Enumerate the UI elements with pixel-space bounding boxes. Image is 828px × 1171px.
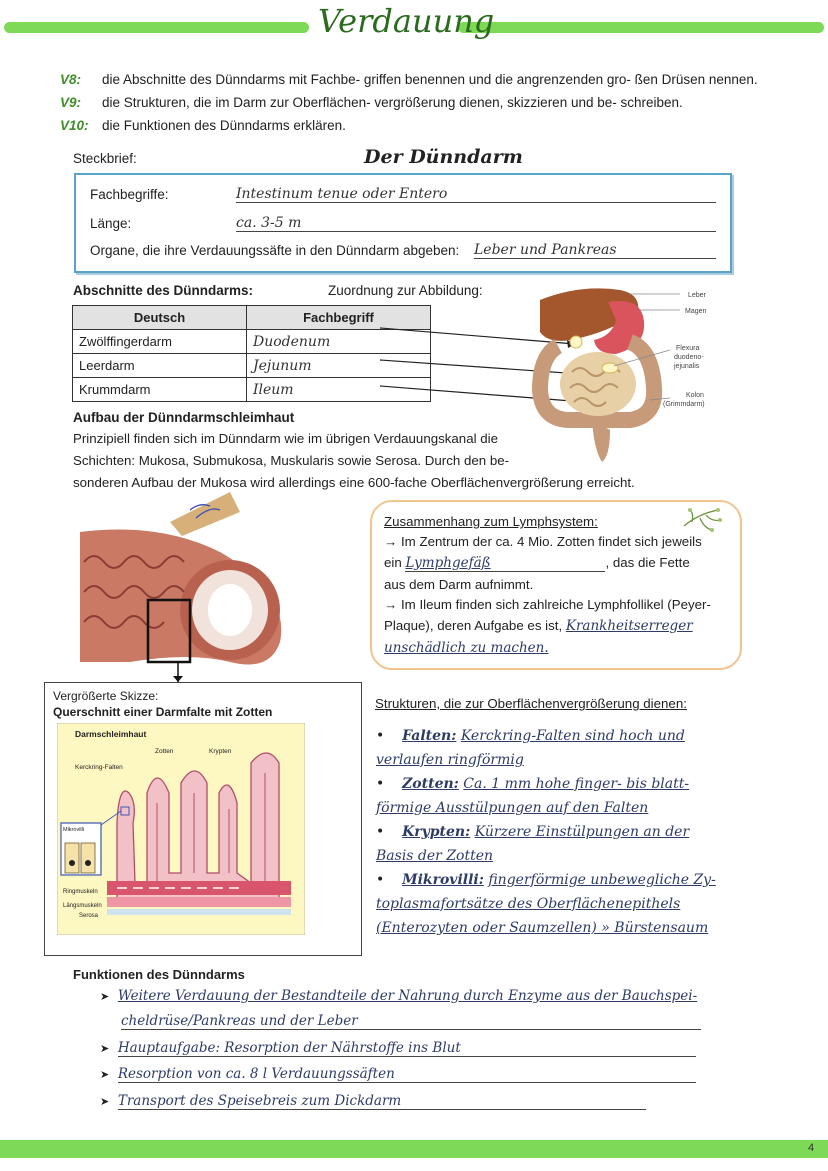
funktion-text: Weitere Verdauung der Bestandteile der Nahrung durch Enzyme aus der Bauchspei-	[117, 988, 698, 1004]
struktur-item-krypten: • Krypten: Kürzere Einstülpungen an der Basis der Zotten	[376, 824, 690, 864]
funktion-item: ➤ Hauptaufgabe: Resorption der Nährstoffe ins Blut	[100, 1040, 700, 1057]
aufbau-heading: Aufbau der Dünndarmschleimhaut	[73, 410, 295, 425]
steckbrief-title: Der Dünndarm	[364, 146, 523, 168]
struktur-text: Kerckring-Falten sind hoch und	[460, 728, 685, 744]
lymph-line-2	[384, 555, 690, 572]
struktur-text: förmige Ausstülpungen auf den Falten	[376, 800, 649, 816]
header-bar-left	[4, 22, 309, 33]
lbl-darmschleimhaut: Darmschleimhaut	[75, 729, 147, 739]
term-mikrovilli: Mikrovilli:	[402, 872, 484, 888]
lymph-line-3: aus dem Darm aufnimmt.	[384, 577, 534, 592]
label-leber: Leber	[688, 292, 706, 299]
lbl-mikrovilli: Mikrovilli	[63, 827, 85, 833]
header-bar-right	[458, 22, 824, 33]
lymph-line-5	[384, 618, 693, 634]
objective-v8	[60, 72, 820, 87]
lymph-fill-krankheitserreger: Krankheitserreger	[565, 618, 693, 634]
lbl-kerckring: Kerckring-Falten	[75, 764, 123, 771]
lymph-line-2a: ein	[384, 555, 402, 570]
page-title: Verdauung	[318, 2, 495, 40]
fachbegriffe-label: Fachbegriffe:	[90, 187, 169, 202]
cell-fach: Ileum	[247, 378, 431, 402]
cell-fach: Duodenum	[247, 330, 431, 354]
funktionen-heading: Funktionen des Dünndarms	[73, 967, 245, 982]
struktur-text: Basis der Zotten	[376, 848, 494, 864]
col-deutsch: Deutsch	[73, 306, 247, 330]
funktion-item: ➤ Resorption von ca. 8 l Verdauungssäften	[100, 1066, 700, 1083]
laenge-value: ca. 3-5 m	[236, 215, 716, 232]
struktur-text: verlaufen ringförmig	[376, 752, 524, 768]
abschnitte-table	[72, 305, 431, 402]
objective-v9	[60, 95, 820, 110]
funktion-item-cont	[121, 1013, 701, 1030]
aufbau-line-2: Schichten: Mukosa, Submukosa, Muskularis sowie Serosa. Durch den be-	[73, 453, 510, 468]
cell-fach: Jejunum	[247, 354, 431, 378]
villi-cross-section-illustration	[57, 723, 305, 935]
page-number: 4	[808, 1142, 815, 1154]
label-flexura-3: jejunalis	[674, 363, 700, 370]
label-flexura-2: duodeno-	[674, 354, 704, 361]
aufbau-line-3: sonderen Aufbau der Mukosa wird allerdings eine 600-fache Oberflächenvergrößerung erreicht.	[73, 475, 635, 490]
objective-code: V9:	[60, 95, 82, 110]
organe-value: Leber und Pankreas	[474, 242, 716, 259]
cell-deutsch: Zwölffingerdarm	[73, 330, 247, 354]
objective-text: die Strukturen, die im Darm zur Oberflächen- vergrößerung dienen, skizzieren und be- schreiben.	[102, 95, 683, 110]
fachbegriffe-value: Intestinum tenue oder Entero	[236, 186, 716, 203]
label-flexura-1: Flexura	[676, 345, 700, 352]
struktur-text: Ca. 1 mm hohe finger- bis blatt-	[463, 776, 690, 792]
struktur-item-zotten: • Zotten: Ca. 1 mm hohe finger- bis blatt- förmige Ausstülpungen auf den Falten	[376, 776, 690, 816]
lymph-line-1: → Im Zentrum der ca. 4 Mio. Zotten findet sich jeweils	[384, 534, 702, 549]
lymph-heading: Zusammenhang zum Lymphsystem:	[384, 514, 598, 529]
funktion-text: Hauptaufgabe: Resorption der Nährstoffe ins Blut	[118, 1040, 696, 1057]
footer-bar	[0, 1140, 828, 1158]
lbl-ringmuskeln: Ringmuskeln	[63, 889, 98, 895]
steckbrief-label: Steckbrief:	[73, 151, 137, 166]
strukturen-heading: Strukturen, die zur Oberflächenvergrößerung dienen:	[375, 696, 687, 711]
lbl-krypten: Krypten	[209, 748, 232, 755]
struktur-text: Kürzere Einstülpungen an der	[474, 824, 690, 840]
cell-deutsch: Leerdarm	[73, 354, 247, 378]
plant-doodle-icon	[678, 506, 724, 536]
col-fachbegriff: Fachbegriff	[247, 306, 431, 330]
struktur-item-falten: • Falten: Kerckring-Falten sind hoch und verlaufen ringförmig	[376, 728, 685, 768]
term-falten: Falten:	[402, 728, 457, 744]
objective-code: V10:	[60, 118, 89, 133]
lymph-line-4: → Im Ileum finden sich zahlreiche Lymphfollikel (Peyer-	[384, 597, 711, 612]
term-zotten: Zotten:	[402, 776, 459, 792]
objective-v10	[60, 118, 820, 133]
lymph-fill-unschaedlich: unschädlich zu machen.	[384, 640, 549, 656]
intestine-section-illustration	[70, 492, 300, 682]
skizze-label-2: Querschnitt einer Darmfalte mit Zotten	[53, 705, 273, 719]
lymph-line-2b: , das die Fette	[605, 555, 690, 570]
objective-text: die Abschnitte des Dünndarms mit Fachbe- griffen benennen und die angrenzenden gro- ßen Drüsen nennen.	[102, 72, 758, 87]
zuordnung-label: Zuordnung zur Abbildung:	[328, 283, 483, 298]
lymph-fill-lymphgefaess: Lymphgefäß	[405, 555, 605, 572]
lymph-line-5a: Plaque), deren Aufgabe es ist,	[384, 618, 563, 633]
aufbau-line-1: Prinzipiell finden sich im Dünndarm wie im übrigen Verdauungskanal die	[73, 431, 498, 446]
lbl-zotten: Zotten	[155, 748, 174, 755]
label-kolon-1: Kolon	[686, 392, 704, 399]
funktion-item: ➤ Weitere Verdauung der Bestandteile der Nahrung durch Enzyme aus der Bauchspei-	[100, 988, 698, 1004]
funktion-text: cheldrüse/Pankreas und der Leber	[121, 1013, 358, 1029]
lbl-serosa: Serosa	[79, 913, 99, 919]
table-row	[73, 330, 431, 354]
abschnitte-heading: Abschnitte des Dünndarms:	[73, 283, 254, 298]
lymph-box	[370, 500, 742, 670]
struktur-text: fingerförmige unbewegliche Zy-	[488, 872, 716, 888]
laenge-label: Länge:	[90, 216, 132, 231]
skizze-box	[44, 682, 362, 956]
struktur-item-mikrovilli: • Mikrovilli: fingerförmige unbewegliche Zy- toplasmafortsätze des Oberflächenepithels (Enterozyten oder Saumzellen) » Bürstensaum	[376, 872, 716, 936]
cell-deutsch: Krummdarm	[73, 378, 247, 402]
skizze-label-1: Vergrößerte Skizze:	[53, 689, 159, 703]
label-magen: Magen	[685, 308, 707, 315]
steckbrief-box	[74, 173, 732, 273]
funktion-item: ➤ Transport des Speisebreis zum Dickdarm	[100, 1093, 660, 1110]
objective-code: V8:	[60, 72, 82, 87]
objective-text: die Funktionen des Dünndarms erklären.	[102, 118, 346, 133]
table-row	[73, 354, 431, 378]
term-krypten: Krypten:	[402, 824, 471, 840]
label-kolon-2: (Grimmdarm)	[663, 401, 705, 408]
struktur-text: toplasmafortsätze des Oberflächenepithels	[376, 896, 681, 912]
funktion-text: Transport des Speisebreis zum Dickdarm	[118, 1093, 646, 1110]
organe-label: Organe, die ihre Verdauungssäfte in den Dünndarm abgeben:	[90, 243, 460, 258]
table-row	[73, 378, 431, 402]
funktion-text: Resorption von ca. 8 l Verdauungssäften	[118, 1066, 696, 1083]
lbl-laengsmuskeln: Längsmuskeln	[63, 903, 102, 909]
struktur-text: (Enterozyten oder Saumzellen) » Bürstensaum	[376, 920, 709, 936]
